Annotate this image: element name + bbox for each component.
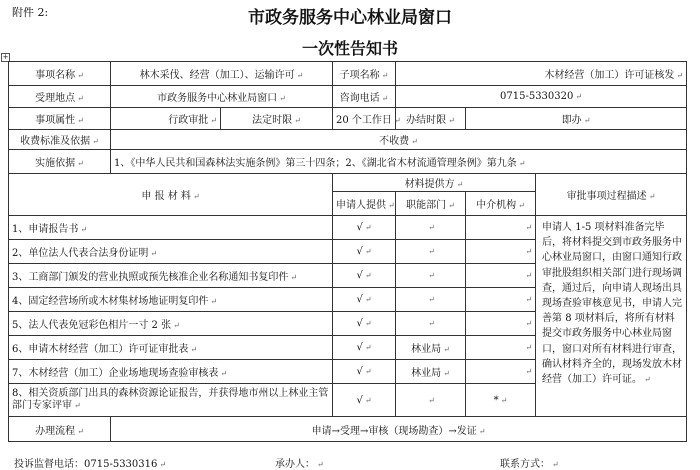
- page-subtitle: 一次性告知书: [301, 39, 398, 58]
- attribute-label: 事项属性 ↵: [9, 108, 111, 130]
- material-applicant: √ ↵: [333, 312, 396, 336]
- material-dept: ↵: [396, 216, 466, 240]
- process-time-label: 办结时限 ↵: [396, 108, 466, 130]
- material-applicant: √ ↵: [333, 264, 396, 288]
- row-item-name: [9, 62, 687, 86]
- material-agency: * ↵: [466, 384, 536, 417]
- review-description: 申请人 1-5 项材料准备完毕后，将材料提交到市政务服务中心林业局窗口，由窗口通知行政审批股组织相关部门进行现场调查，通过后，向申请人现场出具现场查验审核意见书，申请人完善第 8 项材料后，将所有材料提交市政务服务中心林业局窗口，窗口对所有材料进行审查，确认材料齐全的，现场发放木材经营（加工）许可证。 ↵: [536, 216, 687, 417]
- row-workflow: [9, 417, 687, 442]
- material-applicant: √ ↵: [333, 240, 396, 264]
- material-name: 7、木材经营（加工）企业场地现场查验审核表 ↵: [9, 360, 333, 384]
- notice-table: [8, 61, 687, 442]
- legal-time-label: 法定时限 ↵: [221, 108, 333, 130]
- provider-header: 材料提供方 ↵: [333, 174, 536, 192]
- material-agency: ↵: [466, 264, 536, 288]
- table-row: [9, 216, 687, 240]
- material-dept: 林业局 ↵: [396, 336, 466, 360]
- material-applicant: √ ↵: [333, 216, 396, 240]
- location-label: 受理地点 ↵: [9, 86, 111, 108]
- material-applicant: √ ↵: [333, 384, 396, 417]
- material-applicant: √ ↵: [333, 360, 396, 384]
- row-location: [9, 86, 687, 108]
- material-name: 6、申请木材经营（加工）许可证审批表 ↵: [9, 336, 333, 360]
- workflow-value: 申请→受理→审核（现场勘查）→发证 ↵: [111, 417, 687, 442]
- handler-label: 承办人： ↵: [275, 459, 324, 470]
- material-name: 4、固定经营场所或木材集材场地证明复印件 ↵: [9, 288, 333, 312]
- sub-item-value: 木材经营（加工）许可证核发 ↵: [396, 62, 687, 86]
- table-anchor-icon[interactable]: +: [2, 53, 9, 61]
- material-agency: ↵: [466, 336, 536, 360]
- material-agency: ↵: [466, 312, 536, 336]
- material-agency: ↵: [466, 288, 536, 312]
- material-dept: ↵: [396, 240, 466, 264]
- process-time-value: 即办 ↵: [466, 108, 687, 130]
- sub-item-label: 子项名称 ↵: [333, 62, 396, 86]
- complaint-phone: 投诉监督电话：0715-5330316 ↵: [14, 459, 167, 470]
- provider-applicant-header: 申请人提供 ↵: [333, 192, 396, 216]
- material-agency: ↵: [466, 216, 536, 240]
- phone-label: 咨询电话 ↵: [333, 86, 396, 108]
- row-fee: [9, 130, 687, 150]
- review-header: 审批事项过程描述 ↵: [536, 174, 687, 216]
- material-applicant: √ ↵: [333, 336, 396, 360]
- contact-label: 联系方式： ↵: [500, 459, 559, 470]
- material-dept: ↵: [396, 264, 466, 288]
- row-basis: [9, 150, 687, 174]
- material-name: 8、相关资质部门出具的森林资源论证报告，并获得地市州以上林业主管部门专家评审 ↵: [9, 384, 333, 417]
- material-dept: ↵: [396, 288, 466, 312]
- material-name: 5、法人代表免冠彩色相片一寸 2 张 ↵: [9, 312, 333, 336]
- row-attribute: [9, 108, 687, 130]
- workflow-label: 办理流程 ↵: [9, 417, 111, 442]
- row-materials-header: [9, 174, 687, 192]
- item-name-label: 事项名称 ↵: [9, 62, 111, 86]
- annex-label: 附件 2:: [12, 6, 49, 19]
- material-name: 3、工商部门颁发的营业执照或预先核准企业名称通知书复印件 ↵: [9, 264, 333, 288]
- provider-agency-header: 中介机构 ↵: [466, 192, 536, 216]
- attribute-value: 行政审批 ↵: [111, 108, 221, 130]
- material-name: 2、单位法人代表合法身份证明 ↵: [9, 240, 333, 264]
- materials-header: 申 报 材 料 ↵: [9, 174, 333, 216]
- provider-dept-header: 职能部门 ↵: [396, 192, 466, 216]
- material-agency: ↵: [466, 240, 536, 264]
- material-dept: ↵: [396, 312, 466, 336]
- material-dept: 林业局 ↵: [396, 360, 466, 384]
- basis-label: 实施依据 ↵: [9, 150, 111, 174]
- material-dept: ↵: [396, 384, 466, 417]
- material-applicant: √ ↵: [333, 288, 396, 312]
- phone-value: 0715-5330320 ↵: [396, 86, 687, 108]
- item-name-value: 林木采伐、经营（加工）、运输许可 ↵: [111, 62, 333, 86]
- material-agency: ↵: [466, 360, 536, 384]
- legal-time-value: 20 个工作日 ↵: [333, 108, 396, 130]
- material-name: 1、申请报告书 ↵: [9, 216, 333, 240]
- fee-label: 收费标准及依据 ↵: [9, 130, 111, 150]
- basis-value: 1、《中华人民共和国森林法实施条例》第三十四条；2、《湖北省木材流通管理条例》第九条 ↵: [111, 150, 687, 174]
- fee-value: 不收费 ↵: [111, 130, 687, 150]
- location-value: 市政务服务中心林业局窗口 ↵: [111, 86, 333, 108]
- page-title: 市政务服务中心林业局窗口: [248, 8, 452, 28]
